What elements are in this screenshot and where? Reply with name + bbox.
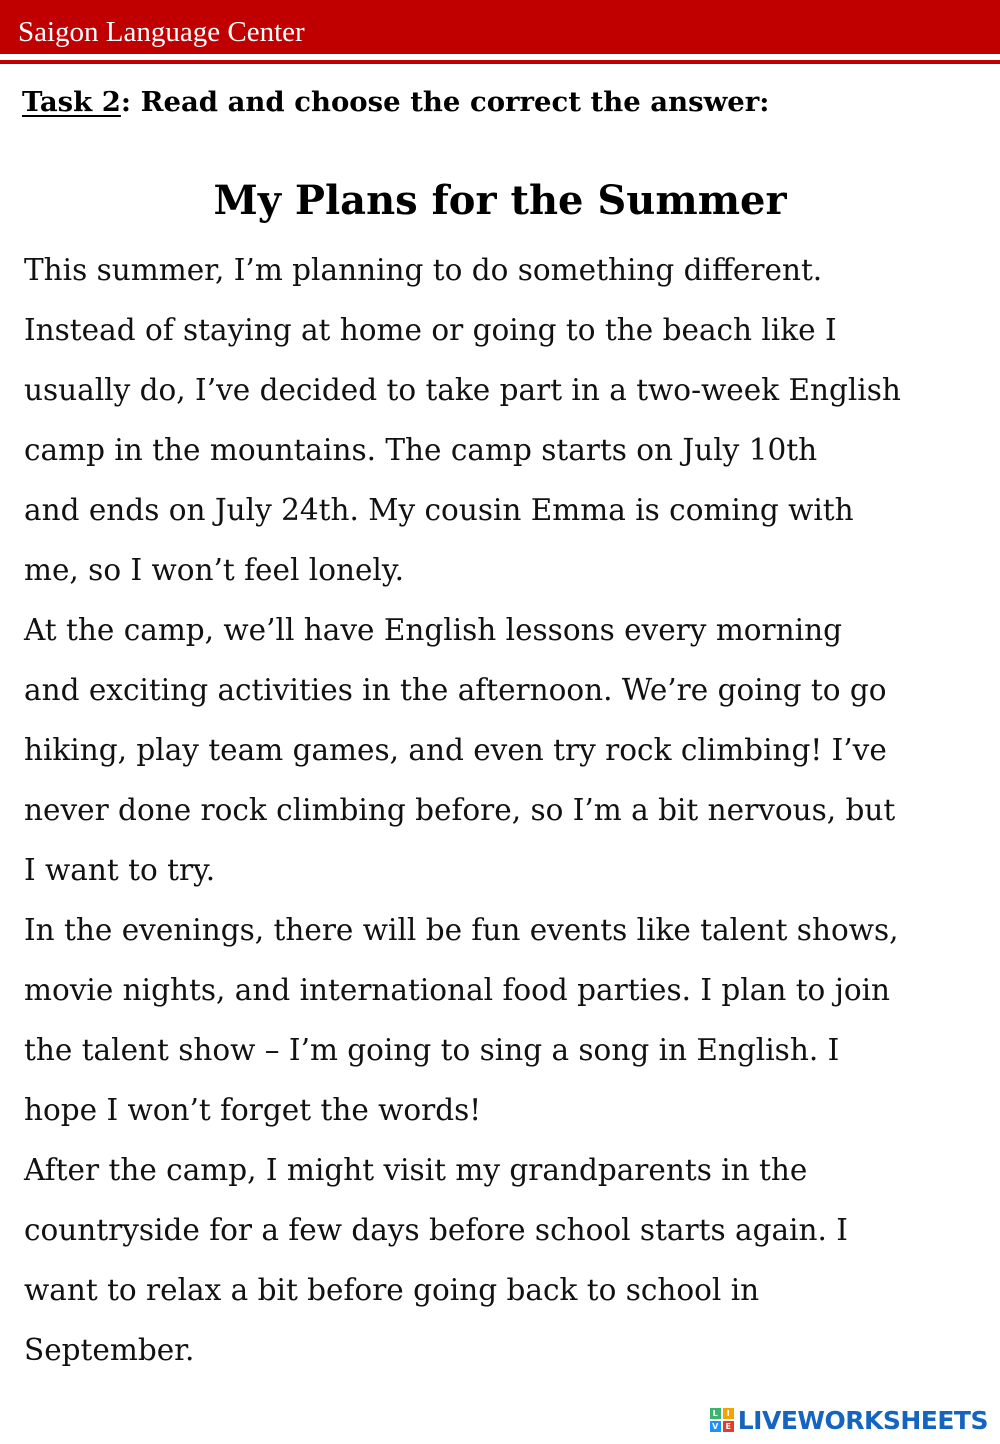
article-line: and exciting activities in the afternoon. We’re going to go: [24, 673, 887, 707]
task-label: Task 2: [22, 86, 121, 118]
article-line: September.: [24, 1333, 195, 1367]
article-line: In the evenings, there will be fun events like talent shows,: [24, 913, 899, 947]
article-title: My Plans for the Summer: [213, 177, 787, 224]
article-line: never done rock climbing before, so I’m a bit nervous, but: [24, 793, 896, 827]
logo-icon: [710, 1408, 734, 1432]
article-line: countryside for a few days before school starts again. I: [24, 1213, 848, 1247]
article-line: and ends on July 24th. My cousin Emma is coming with: [24, 493, 854, 527]
article-line: At the camp, we’ll have English lessons every morning: [24, 613, 842, 647]
logo-letter-v: V: [710, 1421, 721, 1432]
article-line: me, so I won’t feel lonely.: [24, 553, 404, 587]
article-line: movie nights, and international food parties. I plan to join: [24, 973, 891, 1007]
article-body: [24, 240, 994, 1380]
task-instruction: [22, 82, 769, 122]
header-title: Saigon Language Center: [18, 16, 305, 48]
article-line: usually do, I’ve decided to take part in a two-week English: [24, 373, 901, 407]
logo-letter-i: I: [723, 1408, 734, 1419]
article-line: I want to try.: [24, 853, 216, 887]
article-line: After the camp, I might visit my grandparents in the: [24, 1153, 808, 1187]
logo-letter-l: L: [710, 1408, 721, 1419]
header-divider: [0, 60, 1000, 64]
article-line: This summer, I’m planning to do something different.: [24, 253, 823, 287]
article-line: hope I won’t forget the words!: [24, 1093, 482, 1127]
article-line: the talent show – I’m going to sing a song in English. I: [24, 1033, 840, 1067]
liveworksheets-logo[interactable]: [710, 1404, 988, 1436]
article-line: want to relax a bit before going back to school in: [24, 1273, 760, 1307]
logo-letter-e: E: [723, 1421, 734, 1432]
article-line: hiking, play team games, and even try rock climbing! I’ve: [24, 733, 887, 767]
task-instruction-text: : Read and choose the correct the answer:: [120, 86, 770, 118]
header-bar: [0, 0, 1000, 54]
logo-text: LIVEWORKSHEETS: [737, 1405, 988, 1435]
article-line: camp in the mountains. The camp starts on July 10th: [24, 433, 818, 467]
article-line: Instead of staying at home or going to the beach like I: [24, 313, 837, 347]
